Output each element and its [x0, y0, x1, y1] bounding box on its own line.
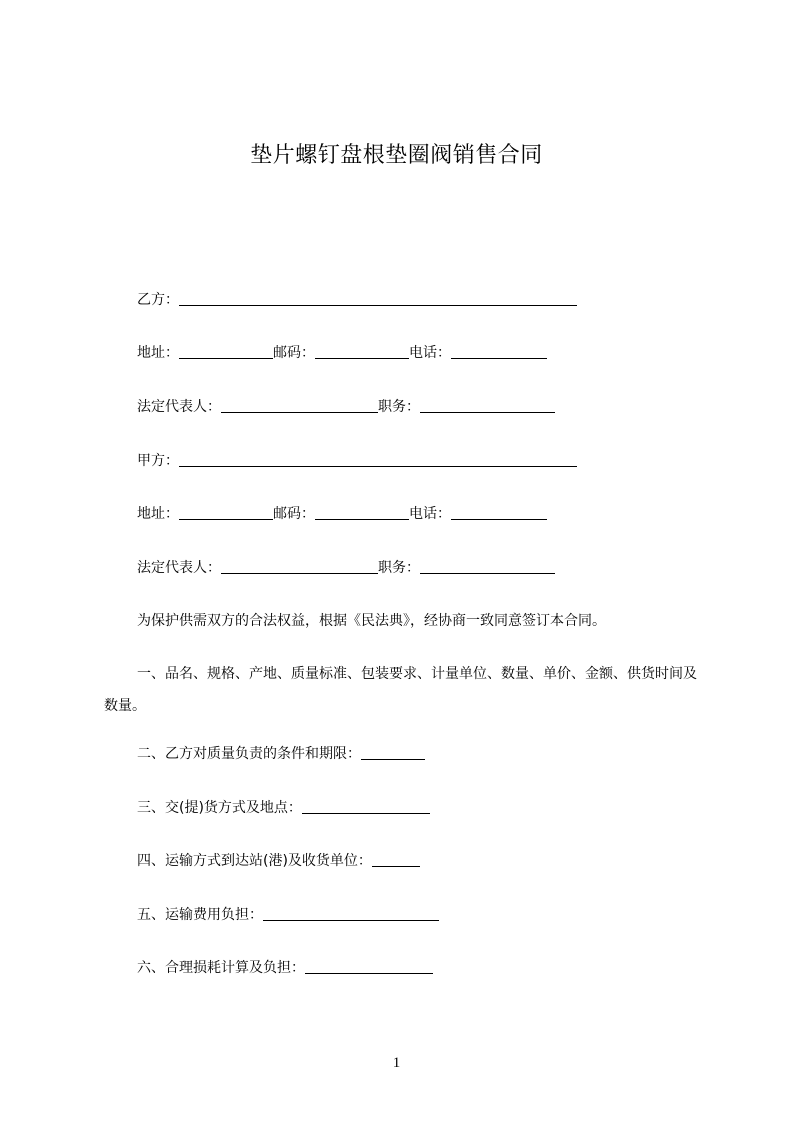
party-a-rep-row — [137, 558, 555, 578]
party-b-contact-row — [137, 343, 547, 363]
clause-4-text: 四、运输方式到达站(港)及收货单位： — [137, 853, 372, 869]
document-title: 垫片螺钉盘根垫圈阀销售合同 — [250, 143, 543, 168]
party-b-legal-rep-field[interactable] — [221, 398, 378, 413]
party-b-legal-rep-label: 法定代表人： — [137, 399, 221, 415]
clause-5-text: 五、运输费用负担： — [137, 907, 263, 923]
party-b-phone-field[interactable] — [451, 344, 547, 359]
party-b-name-field[interactable] — [179, 291, 577, 306]
clause-5-row — [137, 905, 439, 925]
clause-2-field[interactable] — [361, 745, 425, 760]
party-b-postcode-label: 邮码： — [273, 345, 315, 361]
clause-6-row — [137, 958, 433, 978]
clause-1-text: 一、品名、规格、产地、质量标准、包装要求、计量单位、数量、单价、金额、供货时间及数量。 — [104, 666, 697, 714]
clause-2-text: 二、乙方对质量负责的条件和期限： — [137, 746, 361, 762]
clause-3-text: 三、交(提)货方式及地点： — [137, 800, 302, 816]
party-a-postcode-field[interactable] — [315, 505, 409, 520]
clause-6-field[interactable] — [305, 959, 433, 974]
party-a-name-row — [137, 451, 577, 471]
party-a-legal-rep-label: 法定代表人： — [137, 560, 221, 576]
party-a-contact-row — [137, 504, 547, 524]
clause-5-field[interactable] — [263, 906, 439, 921]
party-b-postcode-field[interactable] — [315, 344, 409, 359]
party-b-address-field[interactable] — [179, 344, 273, 359]
intro-paragraph: 为保护供需双方的合法权益，根据《民法典》，经协商一致同意签订本合同。 — [137, 613, 606, 629]
clause-6-text: 六、合理损耗计算及负担： — [137, 960, 305, 976]
party-b-phone-label: 电话： — [409, 345, 451, 361]
page-number: 1 — [392, 1055, 401, 1071]
party-b-name-label: 乙方： — [137, 292, 179, 308]
party-a-position-label: 职务： — [378, 560, 420, 576]
party-b-rep-row — [137, 397, 555, 417]
party-b-position-field[interactable] — [420, 398, 555, 413]
party-b-address-label: 地址： — [137, 345, 179, 361]
party-a-phone-label: 电话： — [409, 506, 451, 522]
party-a-name-label: 甲方： — [137, 453, 179, 469]
clause-4-row — [137, 851, 420, 871]
party-b-position-label: 职务： — [378, 399, 420, 415]
party-a-postcode-label: 邮码： — [273, 506, 315, 522]
party-a-legal-rep-field[interactable] — [221, 559, 378, 574]
clause-4-field[interactable] — [372, 852, 420, 867]
party-a-name-field[interactable] — [179, 452, 577, 467]
party-a-position-field[interactable] — [420, 559, 555, 574]
clause-2-row — [137, 744, 425, 764]
party-b-name-row — [137, 290, 577, 310]
party-a-address-field[interactable] — [179, 505, 273, 520]
party-a-address-label: 地址： — [137, 506, 179, 522]
clause-1-paragraph — [104, 658, 704, 722]
clause-3-row — [137, 798, 430, 818]
party-a-phone-field[interactable] — [451, 505, 547, 520]
clause-3-field[interactable] — [302, 799, 430, 814]
